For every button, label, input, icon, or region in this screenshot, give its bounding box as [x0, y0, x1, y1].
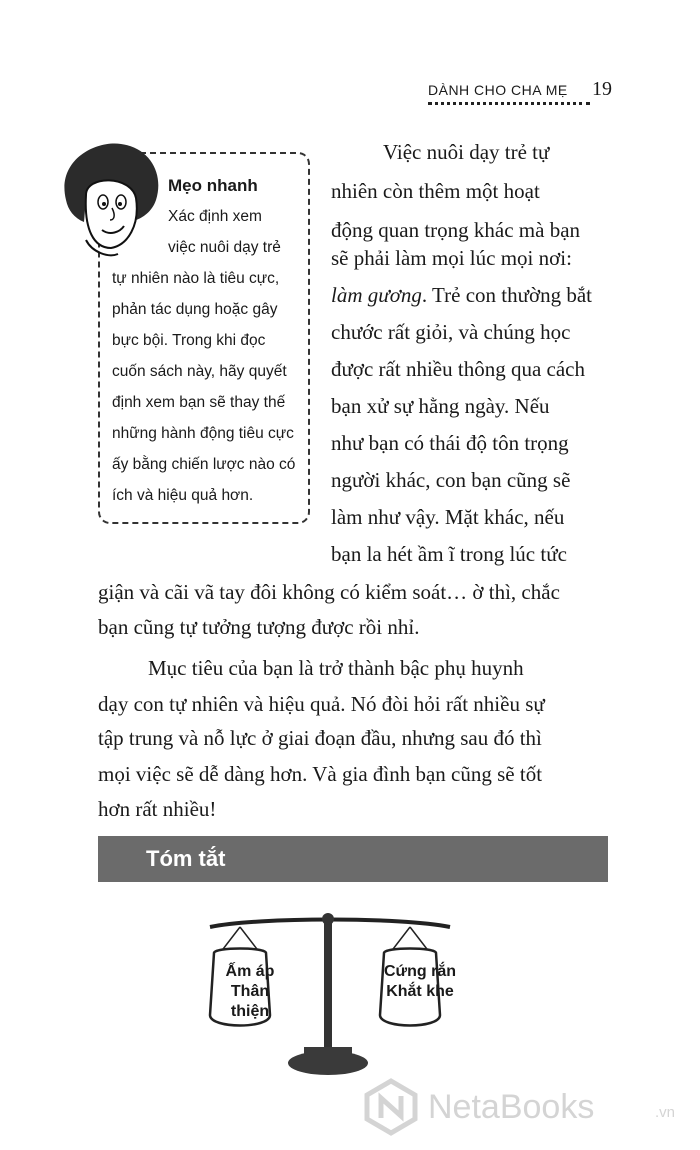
right-pan-label — [380, 962, 460, 1002]
body-line: mọi việc sẽ dễ dàng hơn. Và gia đình bạn cũng sẽ tốt — [98, 762, 543, 786]
tip-line: việc nuôi dạy trẻ — [168, 239, 281, 256]
tip-line: định xem bạn sẽ thay thế — [112, 394, 286, 411]
body-line: bạn la hét ầm ĩ trong lúc tức — [331, 542, 567, 566]
summary-heading-bar — [98, 836, 608, 882]
netabooks-logo-icon — [362, 1078, 420, 1136]
body-line: Việc nuôi dạy trẻ tự — [383, 140, 550, 164]
body-line: hơn rất nhiều! — [98, 797, 217, 821]
body-line: chước rất giỏi, và chúng học — [331, 320, 571, 344]
emphasis-text: làm gương — [331, 283, 422, 307]
right-pan-line: Cứng rắn — [383, 963, 457, 980]
face-icon — [64, 143, 158, 255]
body-line: tập trung và nỗ lực ở giai đoạn đầu, nhưng sau đó thì — [98, 726, 542, 750]
header-dotted-rule — [428, 102, 590, 105]
left-pan-label — [210, 962, 290, 1022]
left-pan-line: Ấm áp — [225, 963, 275, 980]
body-line: bạn cũng tự tưởng tượng được rồi nhỉ. — [98, 615, 420, 639]
tip-line: ấy bằng chiến lược nào có — [112, 456, 296, 473]
watermark-suffix: .vn — [655, 1104, 676, 1121]
tip-line: những hành động tiêu cực — [112, 425, 294, 442]
tip-line: bực bội. Trong khi đọc — [112, 332, 266, 349]
body-line: làm như vậy. Mặt khác, nếu — [331, 505, 565, 529]
body-line: người khác, con bạn cũng sẽ — [331, 468, 571, 492]
body-line: bạn xử sự hằng ngày. Nếu — [331, 394, 550, 418]
body-line: như bạn có thái độ tôn trọng — [331, 431, 569, 455]
body-line: dạy con tự nhiên và hiệu quả. Nó đòi hỏi rất nhiều sự — [98, 692, 545, 716]
tip-title: Mẹo nhanh — [168, 176, 258, 195]
tip-line: ích và hiệu quả hơn. — [112, 487, 254, 504]
body-line: được rất nhiều thông qua cách — [331, 357, 585, 381]
running-title: DÀNH CHO CHA MẸ — [428, 82, 568, 98]
tip-line: Xác định xem — [168, 208, 262, 225]
body-line-rest: . Trẻ con thường bắt — [421, 283, 592, 307]
body-line: nhiên còn thêm một hoạt — [331, 179, 540, 203]
watermark-brand: NetaBooks — [428, 1088, 595, 1126]
body-line-with-emphasis — [331, 283, 592, 308]
watermark — [362, 1078, 692, 1138]
mom-face-illustration — [56, 140, 166, 260]
tip-line: cuốn sách này, hãy quyết — [112, 363, 287, 380]
summary-heading: Tóm tắt — [146, 846, 226, 871]
right-pan-line: Khắt khe — [386, 983, 454, 1000]
body-line: động quan trọng khác mà bạn — [331, 218, 581, 242]
body-line: sẽ phải làm mọi lúc mọi nơi: — [331, 246, 572, 270]
tip-line: phản tác dụng hoặc gây — [112, 301, 278, 318]
body-line: giận và cãi vã tay đôi không có kiểm soát… ờ thì, chắc — [98, 580, 560, 604]
tip-line: tự nhiên nào là tiêu cực, — [112, 270, 280, 287]
page-number: 19 — [592, 78, 612, 100]
left-pan-line: Thân thiện — [230, 983, 270, 1020]
body-line: Mục tiêu của bạn là trở thành bậc phụ huynh — [148, 656, 524, 680]
running-header — [420, 76, 620, 110]
